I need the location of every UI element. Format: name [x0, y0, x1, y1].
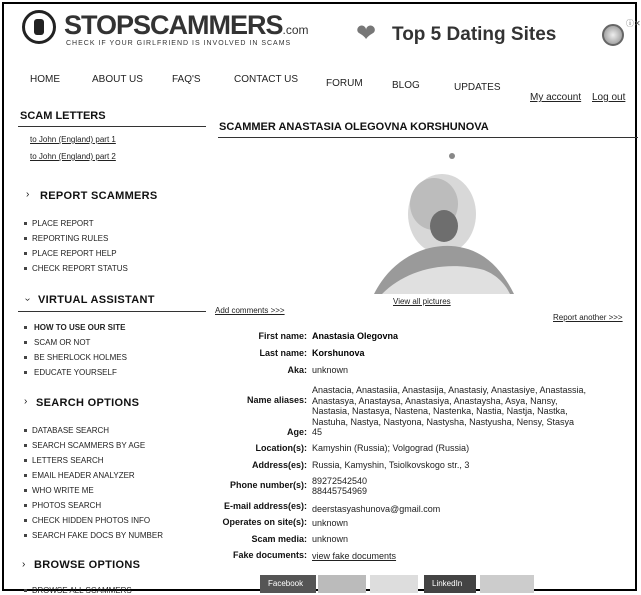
sidebar-item-photos-search[interactable]: PHOTOS SEARCH	[32, 501, 102, 510]
bullet-icon	[24, 267, 27, 270]
sidebar-item-how-to-use[interactable]: HOW TO USE OUR SITE	[34, 323, 126, 332]
bullet-icon	[24, 252, 27, 255]
log-out-link[interactable]: Log out	[592, 92, 626, 103]
globe-icon[interactable]	[602, 24, 624, 46]
assistant-divider	[18, 311, 206, 312]
nav-contact-us[interactable]: CONTACT US	[234, 74, 299, 85]
share-button[interactable]	[370, 575, 418, 593]
sidebar-item-place-report-help[interactable]: PLACE REPORT HELP	[32, 249, 117, 258]
scam-media-value: unknown	[312, 534, 349, 544]
address-value: Russia, Kamyshin, Tsiolkovskogo str., 3	[312, 460, 470, 470]
tagline: CHECK IF YOUR GIRLFRIEND IS INVOLVED IN SCAMS	[66, 40, 292, 47]
nav-updates[interactable]: UPDATES	[454, 82, 501, 93]
scam-letter-link[interactable]: to John (England) part 1	[30, 135, 116, 144]
sidebar-item-reporting-rules[interactable]: REPORTING RULES	[32, 234, 109, 243]
nav-about-us[interactable]: ABOUT US	[92, 74, 143, 85]
scam-letters-divider	[18, 126, 206, 127]
sidebar-item-educate-yourself[interactable]: EDUCATE YOURSELF	[34, 368, 117, 377]
bullet-icon	[24, 429, 27, 432]
bullet-icon	[24, 237, 27, 240]
heart-icon[interactable]: ❤	[356, 20, 377, 47]
linkedin-share-button[interactable]: LinkedIn	[424, 575, 476, 593]
bullet-icon	[24, 534, 27, 537]
bullet-icon	[24, 371, 27, 374]
view-all-pictures-link[interactable]: View all pictures	[393, 297, 451, 306]
add-comments-link[interactable]: Add comments >>>	[215, 306, 285, 315]
sidebar-item-check-report-status[interactable]: CHECK REPORT STATUS	[32, 264, 128, 273]
bullet-icon	[24, 459, 27, 462]
sidebar-item-search-fake-docs[interactable]: SEARCH FAKE DOCS BY NUMBER	[32, 531, 163, 540]
bullet-icon	[24, 341, 27, 344]
page-title: SCAMMER ANASTASIA OLEGOVNA KORSHUNOVA	[219, 121, 489, 133]
page-frame	[2, 2, 641, 595]
operates-label: Operates on site(s):	[222, 517, 307, 527]
aka-label: Aka:	[287, 365, 307, 375]
nav-faqs[interactable]: FAQ'S	[172, 74, 201, 85]
facebook-share-button[interactable]: Facebook	[260, 575, 316, 593]
last-name-label: Last name:	[259, 348, 307, 358]
sidebar-item-browse-all[interactable]: BROWSE ALL SCAMMERS	[32, 586, 132, 595]
bullet-icon	[24, 356, 27, 359]
address-label: Address(es):	[251, 460, 307, 470]
fake-docs-label: Fake documents:	[232, 550, 307, 560]
bullet-icon	[24, 489, 27, 492]
scammer-photo[interactable]	[364, 144, 514, 294]
chevron-right-icon: ›	[22, 559, 26, 570]
nav-blog[interactable]: BLOG	[392, 80, 420, 91]
bullet-icon	[24, 326, 27, 329]
first-name-value: Anastasia Olegovna	[312, 331, 399, 341]
bullet-icon	[24, 504, 27, 507]
email-value: deerstasyashunova@gmail.com	[312, 504, 441, 514]
sidebar-item-check-hidden-photos[interactable]: CHECK HIDDEN PHOTOS INFO	[32, 516, 151, 525]
sidebar-item-scam-or-not[interactable]: SCAM OR NOT	[34, 338, 91, 347]
dating-ad-banner[interactable]: Top 5 Dating Sites	[392, 24, 557, 45]
scam-letter-link[interactable]: to John (England) part 2	[30, 152, 116, 161]
chevron-right-icon: ›	[24, 396, 28, 407]
nav-home[interactable]: HOME	[30, 74, 60, 85]
search-options-heading: SEARCH OPTIONS	[36, 397, 140, 409]
title-divider	[218, 137, 638, 138]
logo-icon[interactable]	[22, 10, 56, 44]
fake-docs-link[interactable]: view fake documents	[312, 551, 397, 561]
location-value: Kamyshin (Russia); Volgograd (Russia)	[312, 443, 470, 453]
share-button[interactable]	[318, 575, 366, 593]
phone-value-2: 88445754969	[312, 486, 368, 496]
sidebar-item-be-sherlock-holmes[interactable]: BE SHERLOCK HOLMES	[34, 353, 127, 362]
bullet-icon	[24, 589, 27, 592]
sidebar-item-email-header-analyzer[interactable]: EMAIL HEADER ANALYZER	[32, 471, 135, 480]
chevron-down-icon: ›	[22, 297, 34, 302]
browse-options-heading: BROWSE OPTIONS	[34, 559, 141, 571]
first-name-label: First name:	[258, 331, 307, 341]
logo-text: STOPSCAMMERS	[64, 10, 283, 40]
phone-value-1: 89272542540	[312, 476, 368, 486]
aliases-value: Anastacia, Anastasiia, Anastasija, Anastasiy, Anastasiye, Anastassia, Anastasya, Anastaysa, Anastasiya, Anastaysha, Asya, Nansy, Nastasia, Nastasya, Nastena, Nastenka, Nastia, Nastja, Nastka, Nastuha, Nastya, Nastyona, Nastysha, Nastyusha, Nensy, Stasya	[312, 385, 586, 427]
email-label: E-mail address(es):	[223, 501, 307, 511]
phone-label: Phone number(s):	[229, 480, 307, 490]
sidebar-item-letters-search[interactable]: LETTERS SEARCH	[32, 456, 104, 465]
sidebar-item-database-search[interactable]: DATABASE SEARCH	[32, 426, 110, 435]
my-account-link[interactable]: My account	[530, 92, 582, 103]
nav-forum[interactable]: FORUM	[326, 78, 363, 89]
location-label: Location(s):	[255, 443, 307, 453]
operates-value: unknown	[312, 518, 349, 528]
scam-media-label: Scam media:	[251, 534, 307, 544]
bullet-icon	[24, 474, 27, 477]
aliases-label: Name aliases:	[246, 395, 307, 405]
sidebar-item-place-report[interactable]: PLACE REPORT	[32, 219, 94, 228]
age-label: Age:	[287, 427, 307, 437]
scam-letters-heading: SCAM LETTERS	[20, 110, 106, 122]
virtual-assistant-heading: VIRTUAL ASSISTANT	[38, 294, 155, 306]
aka-value: unknown	[312, 365, 349, 375]
last-name-value: Korshunova	[312, 348, 365, 358]
logo-suffix: .com	[282, 23, 309, 37]
sidebar-item-search-by-age[interactable]: SEARCH SCAMMERS BY AGE	[32, 441, 146, 450]
bullet-icon	[24, 222, 27, 225]
sidebar-item-who-write-me[interactable]: WHO WRITE ME	[32, 486, 94, 495]
bullet-icon	[24, 444, 27, 447]
report-scammers-heading: REPORT SCAMMERS	[40, 190, 158, 202]
bullet-icon	[24, 519, 27, 522]
age-value: 45	[312, 427, 323, 437]
ad-info-icon[interactable]: ⓘ✕	[626, 19, 641, 28]
site-logo[interactable]	[64, 10, 309, 41]
report-another-link[interactable]: Report another >>>	[553, 313, 623, 322]
share-button[interactable]	[480, 575, 534, 593]
chevron-right-icon: ›	[26, 189, 30, 200]
